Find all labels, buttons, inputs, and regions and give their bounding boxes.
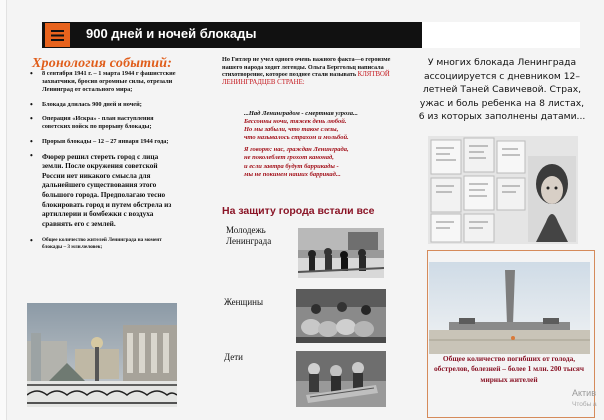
poem-line: мы не покинем наших баррикад... [244,170,341,178]
intro-text: Но Гитлер не учел одного очень важного факта—о героизме нашего народа ходят легенды. Ольга Берггольц написала стихотворение, которое позднее стали называть [222,56,391,78]
chronology-title: Хронология событий: [32,56,173,71]
header-right-panel [422,22,580,48]
defense-title: На защиту города встали все [222,205,375,217]
category-youth: Молодежь Ленинграда [226,225,272,246]
page-title: 900 дней и ночей блокады [86,26,257,41]
poem-line: что называлось страхом и мольбой. [244,134,349,142]
poem-line: Я говорю: нас, граждан Ленинграда, [244,146,349,154]
poem-line: Но мы забыли, что такое слезы, [244,126,339,134]
children-photo [296,351,386,407]
category-women: Женщины [224,297,264,307]
chronology-list [24,70,180,251]
winter-city-painting [27,303,177,407]
menu-icon [51,30,64,41]
poem-line: ...Над Ленинградом - смертная угроза... [244,110,358,117]
list-item: • Прорыв блокады – 12 – 27 января 1944 года; [24,138,180,146]
middle-intro [222,56,400,86]
poem-line: Бессонны ночи, тяжек день любой. [244,118,347,126]
poem-line: и если завтра будут баррикады - [244,162,339,170]
poem-line: не поколеблет грохот канонад, [244,154,334,162]
memorial-photo [429,262,590,354]
activation-watermark: Актив [572,388,596,398]
activation-watermark-sub: Чтобы а [572,401,597,408]
diary-description: У многих блокада Ленинграда ассоциируется с дневником 12–летней Таней Савичевой. Страх, ужас и боль ребенка на 8 листах, 6 из которых заполнены датами... [418,57,586,122]
category-children: Дети [224,352,243,362]
casualties-stats: Общее количество погибших от голода, обстрелов, болезней – более 1 млн. 200 тысяч мирных жителей [433,354,585,384]
list-item: • Общее количество жителей Ленинграда на момент блокады – 3 млн.человек; [24,237,180,251]
list-item: • Операция «Искра» - план наступления советских войск по прорыву блокады; [24,115,180,131]
menu-button[interactable] [45,23,70,47]
diary-photo [428,136,578,244]
women-photo [296,289,386,343]
list-item: • Фюрер решил стереть город с лица земли. После окружения советской России нет никакого смысла для дальнейшего существования этого большого города. Предполагаю тесно блокировать город и путем обстрела из артиллерии и бомбежки с воздуха сравнять его с землей. [24,152,180,229]
page-edge [0,0,7,420]
list-item: • 8 сентября 1941 г. – 1 марта 1944 г фашистские захватчики, бросив огромные силы, отрезали Ленинград от остального мира; [24,70,180,94]
youth-photo [298,228,384,278]
oath-title: КЛЯТВОЙ ЛЕНИНГРАДЦЕВ СТРАНЕ: [222,71,390,86]
poem [244,110,398,179]
list-item: • Блокада длилась 900 дней и ночей; [24,101,180,109]
